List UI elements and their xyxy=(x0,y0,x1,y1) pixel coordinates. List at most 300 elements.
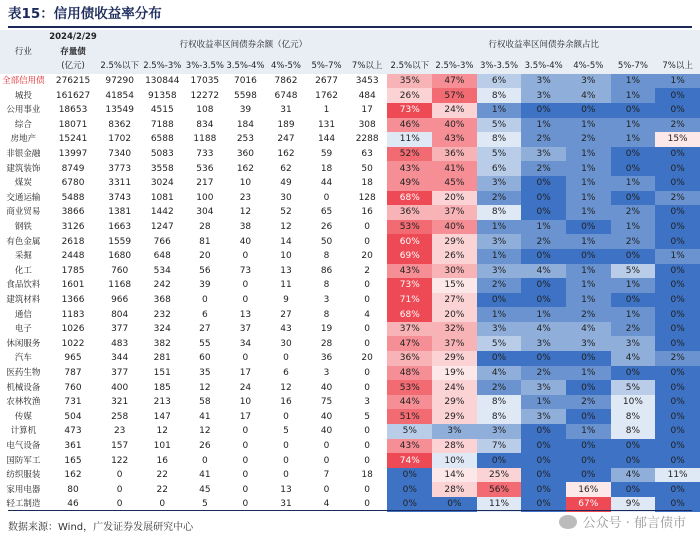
share-cell: 0% xyxy=(611,191,656,206)
share-cell: 0% xyxy=(655,336,700,351)
share-cell: 11% xyxy=(655,468,700,483)
share-cell: 1% xyxy=(521,395,566,410)
amount-cell: 13 xyxy=(280,484,292,495)
share-cell: 0% xyxy=(432,497,477,512)
share-cell: 3% xyxy=(477,264,522,279)
amount-cell: 144 xyxy=(317,134,336,145)
amount-cell: 6 xyxy=(283,367,289,378)
amount-cell: 0 xyxy=(242,280,249,291)
amount-cell: 1680 xyxy=(108,251,132,262)
amount-cell: 1762 xyxy=(315,90,338,101)
share-cell: 0% xyxy=(477,351,522,366)
share-cell: 29% xyxy=(432,395,477,410)
share-cell: 0% xyxy=(566,409,611,424)
amount-cell: 162 xyxy=(236,163,255,174)
amount-cell: 382 xyxy=(153,338,171,349)
share-cell: 0% xyxy=(521,439,566,454)
amount-cell: 22 xyxy=(156,484,168,495)
share-cell: 44% xyxy=(387,395,432,410)
amount-cell: 18 xyxy=(361,178,373,189)
amount-cell: 0 xyxy=(201,455,208,466)
share-cell: 1% xyxy=(566,278,611,293)
amount-cell: 91358 xyxy=(147,90,177,101)
unit-header: (亿元) xyxy=(47,59,100,74)
amount-cell: 59 xyxy=(320,149,333,160)
amount-cell: 36 xyxy=(320,353,333,364)
amount-bucket-header: 3%-3.5% xyxy=(185,59,226,74)
share-cell: 0% xyxy=(521,191,566,206)
share-cell: 3% xyxy=(521,88,566,103)
share-cell: 0% xyxy=(521,176,566,191)
share-cell: 14% xyxy=(432,468,477,483)
table-row xyxy=(0,191,700,206)
share-cell: 2% xyxy=(566,132,611,147)
share-cell: 27% xyxy=(432,293,477,308)
amount-cell: 3558 xyxy=(150,163,174,174)
amount-cell: 101 xyxy=(153,440,171,451)
amount-cell: 0 xyxy=(242,470,249,481)
amount-cell: 12 xyxy=(199,426,211,437)
table-row xyxy=(0,205,700,220)
table-row xyxy=(0,409,700,424)
table-row xyxy=(0,161,700,176)
share-cell: 3% xyxy=(432,424,477,439)
yield-distribution-table xyxy=(0,30,700,512)
share-cell: 32% xyxy=(432,322,477,337)
share-cell: 9% xyxy=(611,497,656,512)
share-cell: 48% xyxy=(387,366,432,381)
share-cell: 0% xyxy=(655,88,700,103)
amount-cell: 122 xyxy=(111,455,129,466)
amount-cell: 184 xyxy=(236,119,255,130)
share-cell: 0% xyxy=(655,366,700,381)
stock-total: 165 xyxy=(64,455,82,466)
amount-cell: 5 xyxy=(364,411,371,422)
amount-cell: 13 xyxy=(239,309,252,320)
table-row xyxy=(0,103,700,118)
share-cell: 0% xyxy=(566,468,611,483)
amount-cell: 1188 xyxy=(193,134,217,145)
amount-cell: 7862 xyxy=(274,76,298,87)
amount-cell: 232 xyxy=(153,309,171,320)
share-cell: 43% xyxy=(432,132,477,147)
amount-cell: 0 xyxy=(364,294,371,305)
share-cell: 1% xyxy=(566,264,611,279)
amount-cell: 0 xyxy=(201,294,208,305)
amount-cell: 12272 xyxy=(190,90,220,101)
amount-cell: 50 xyxy=(320,236,333,247)
amount-cell: 26 xyxy=(320,222,333,233)
amount-cell: 368 xyxy=(153,294,171,305)
stock-total: 1183 xyxy=(61,309,85,320)
amount-cell: 536 xyxy=(196,163,214,174)
amount-cell: 0 xyxy=(116,484,123,495)
stock-total: 6780 xyxy=(61,178,85,189)
amount-cell: 0 xyxy=(364,440,371,451)
amount-cell: 100 xyxy=(196,192,214,203)
share-cell: 8% xyxy=(477,88,522,103)
share-cell: 1% xyxy=(477,307,522,322)
industry-name: 综合 xyxy=(14,119,32,130)
amount-cell: 5 xyxy=(201,499,208,510)
amount-cell: 147 xyxy=(153,411,171,422)
amount-cell: 39 xyxy=(239,105,252,116)
share-cell: 36% xyxy=(387,351,432,366)
amount-cell: 23 xyxy=(239,192,252,203)
share-cell: 2% xyxy=(566,307,611,322)
industry-name: 农林牧渔 xyxy=(6,397,41,408)
stock-total: 731 xyxy=(64,397,82,408)
share-bucket-header: 5%-7% xyxy=(611,59,656,74)
amount-cell: 2677 xyxy=(315,76,338,87)
share-cell: 0% xyxy=(566,439,611,454)
amount-cell: 20 xyxy=(361,353,373,364)
share-cell: 68% xyxy=(387,191,432,206)
share-cell: 46% xyxy=(387,118,432,133)
share-cell: 5% xyxy=(611,264,656,279)
share-cell: 0% xyxy=(521,278,566,293)
amount-cell: 0 xyxy=(116,499,123,510)
share-cell: 49% xyxy=(387,176,432,191)
amount-cell: 17 xyxy=(239,367,252,378)
amount-cell: 804 xyxy=(111,309,129,320)
share-cell: 0% xyxy=(387,482,432,497)
share-bucket-header: 2.5%以下 xyxy=(387,59,432,74)
amount-cell: 0 xyxy=(364,382,371,393)
share-cell: 68% xyxy=(387,307,432,322)
share-cell: 3% xyxy=(521,336,566,351)
amount-cell: 2288 xyxy=(355,134,379,145)
table-row xyxy=(0,88,700,103)
share-cell: 26% xyxy=(432,249,477,264)
share-cell: 57% xyxy=(432,88,477,103)
table-row xyxy=(0,293,700,308)
share-cell: 1% xyxy=(655,249,700,264)
stock-total: 1785 xyxy=(61,265,85,276)
share-cell: 40% xyxy=(432,118,477,133)
share-cell: 0% xyxy=(521,424,566,439)
share-cell: 11% xyxy=(477,497,522,512)
share-cell: 3% xyxy=(566,74,611,89)
watermark xyxy=(559,512,686,531)
share-cell: 2% xyxy=(477,380,522,395)
share-cell: 0% xyxy=(477,293,522,308)
amount-cell: 1 xyxy=(323,105,330,116)
share-cell: 0% xyxy=(611,453,656,468)
share-cell: 1% xyxy=(611,278,656,293)
table-row xyxy=(0,453,700,468)
amount-cell: 10 xyxy=(239,397,252,408)
share-cell: 2% xyxy=(477,191,522,206)
share-cell: 1% xyxy=(611,220,656,235)
amount-cell: 400 xyxy=(111,382,129,393)
share-cell: 0% xyxy=(655,176,700,191)
amount-cell: 28 xyxy=(320,338,333,349)
amount-cell: 185 xyxy=(153,382,171,393)
amount-cell: 0 xyxy=(242,353,249,364)
amount-cell: 8362 xyxy=(108,119,132,130)
amount-cell: 12 xyxy=(280,382,292,393)
amount-cell: 0 xyxy=(364,280,371,291)
share-cell: 37% xyxy=(432,336,477,351)
amount-cell: 1663 xyxy=(108,222,132,233)
watermark-text: 公众号 · 郁言债市 xyxy=(582,516,686,531)
amount-cell: 0 xyxy=(364,426,371,437)
share-cell: 16% xyxy=(566,482,611,497)
share-cell: 73% xyxy=(387,103,432,118)
share-cell: 1% xyxy=(611,132,656,147)
share-cell: 24% xyxy=(432,103,477,118)
amount-cell: 17 xyxy=(239,411,252,422)
amount-cell: 0 xyxy=(323,484,330,495)
table-row xyxy=(0,118,700,133)
amount-cell: 63 xyxy=(361,149,373,160)
amount-cell: 5083 xyxy=(150,149,174,160)
share-cell: 15% xyxy=(655,132,700,147)
industry-name: 纺织服装 xyxy=(6,470,41,481)
table-row xyxy=(0,264,700,279)
amount-cell: 0 xyxy=(283,353,289,364)
share-cell: 3% xyxy=(477,424,522,439)
amount-cell: 20 xyxy=(199,251,211,262)
industry-name: 有色金属 xyxy=(6,236,41,247)
amount-bucket-header: 5%-7% xyxy=(306,59,347,74)
amount-cell: 44 xyxy=(320,178,333,189)
share-cell: 0% xyxy=(655,307,700,322)
share-cell: 2% xyxy=(566,395,611,410)
amount-cell: 73 xyxy=(239,265,252,276)
amount-cell: 360 xyxy=(236,149,255,160)
amount-cell: 9 xyxy=(283,294,289,305)
amount-cell: 7340 xyxy=(108,149,132,160)
share-cell: 0% xyxy=(655,453,700,468)
industry-name: 采掘 xyxy=(14,251,32,262)
amount-cell: 1702 xyxy=(108,134,132,145)
share-cell: 2% xyxy=(655,191,700,206)
stock-total: 5488 xyxy=(61,192,85,203)
share-cell: 0% xyxy=(655,409,700,424)
share-cell: 47% xyxy=(432,74,477,89)
share-cell: 26% xyxy=(387,88,432,103)
table-row xyxy=(0,380,700,395)
amount-cell: 1381 xyxy=(108,207,132,218)
share-cell: 3% xyxy=(477,322,522,337)
amount-cell: 377 xyxy=(111,324,129,335)
share-cell: 41% xyxy=(432,161,477,176)
stock-total: 361 xyxy=(64,440,82,451)
stock-total: 18071 xyxy=(58,119,88,130)
share-cell: 5% xyxy=(477,147,522,162)
amount-cell: 81 xyxy=(199,236,211,247)
industry-name: 汽车 xyxy=(14,353,32,364)
share-cell: 29% xyxy=(432,234,477,249)
share-cell: 0% xyxy=(521,293,566,308)
table-row xyxy=(0,468,700,483)
share-cell: 73% xyxy=(387,278,432,293)
share-cell: 0% xyxy=(387,468,432,483)
amount-cell: 0 xyxy=(283,455,289,466)
amount-cell: 23 xyxy=(113,426,126,437)
table-row xyxy=(0,395,700,410)
share-cell: 4% xyxy=(611,351,656,366)
amount-cell: 20 xyxy=(361,251,373,262)
amount-cell: 41 xyxy=(199,470,211,481)
amount-cell: 16 xyxy=(361,207,373,218)
amount-cell: 157 xyxy=(111,440,129,451)
amount-cell: 247 xyxy=(277,134,295,145)
amount-cell: 3024 xyxy=(150,178,174,189)
share-cell: 52% xyxy=(387,147,432,162)
amount-cell: 834 xyxy=(196,119,214,130)
industry-header: 行业 xyxy=(0,30,47,74)
industry-name: 食品饮料 xyxy=(6,280,41,291)
table-row xyxy=(0,366,700,381)
share-cell: 60% xyxy=(387,234,432,249)
amount-cell: 45 xyxy=(199,484,211,495)
amount-cell: 6588 xyxy=(150,134,174,145)
amount-cell: 37 xyxy=(239,324,252,335)
stock-total: 760 xyxy=(64,382,82,393)
amount-cell: 0 xyxy=(242,499,249,510)
share-cell: 10% xyxy=(611,395,656,410)
amount-cell: 7 xyxy=(323,470,330,481)
amount-cell: 344 xyxy=(111,353,129,364)
stock-total: 161627 xyxy=(55,90,91,101)
amount-cell: 2 xyxy=(364,265,371,276)
share-cell: 3% xyxy=(477,234,522,249)
stock-total: 1022 xyxy=(61,338,85,349)
share-cell: 5% xyxy=(477,336,522,351)
share-cell: 2% xyxy=(521,161,566,176)
share-cell: 2% xyxy=(611,322,656,337)
share-cell: 0% xyxy=(566,453,611,468)
share-cell: 0% xyxy=(655,497,700,512)
share-cell: 53% xyxy=(387,380,432,395)
wechat-icon xyxy=(559,515,577,529)
share-cell: 1% xyxy=(611,307,656,322)
share-cell: 1% xyxy=(611,74,656,89)
amount-cell: 35 xyxy=(199,367,211,378)
share-cell: 3% xyxy=(611,336,656,351)
amount-cell: 56 xyxy=(199,265,211,276)
share-cell: 0% xyxy=(655,205,700,220)
amount-cell: 321 xyxy=(111,397,129,408)
share-cell: 0% xyxy=(611,103,656,118)
share-cell: 1% xyxy=(477,103,522,118)
stock-total: 15241 xyxy=(58,134,88,145)
share-cell: 0% xyxy=(655,293,700,308)
share-cell: 8% xyxy=(477,205,522,220)
share-cell: 1% xyxy=(566,293,611,308)
table-row xyxy=(0,220,700,235)
amount-cell: 760 xyxy=(111,265,129,276)
share-cell: 6% xyxy=(477,161,522,176)
share-cell: 0% xyxy=(655,424,700,439)
share-cell: 51% xyxy=(387,409,432,424)
share-cell: 0% xyxy=(566,220,611,235)
amount-cell: 4 xyxy=(364,309,371,320)
header-row-1 xyxy=(0,30,700,45)
amount-cell: 483 xyxy=(111,338,129,349)
stock-total: 504 xyxy=(64,411,82,422)
share-cell: 0% xyxy=(521,205,566,220)
stock-total: 46 xyxy=(67,499,79,510)
industry-name: 家用电器 xyxy=(6,484,41,495)
share-cell: 10% xyxy=(432,453,477,468)
amount-cell: 242 xyxy=(153,280,171,291)
stock-total: 1026 xyxy=(61,324,85,335)
share-cell: 1% xyxy=(611,176,656,191)
amount-cell: 7016 xyxy=(233,76,257,87)
share-cell: 0% xyxy=(655,439,700,454)
amount-bucket-header: 4%-5% xyxy=(266,59,307,74)
share-cell: 40% xyxy=(432,220,477,235)
amount-cell: 213 xyxy=(153,397,171,408)
amount-cell: 4515 xyxy=(150,105,174,116)
share-cell: 1% xyxy=(521,118,566,133)
industry-name: 建筑装饰 xyxy=(6,163,41,174)
industry-name: 医药生物 xyxy=(6,367,41,378)
share-cell: 1% xyxy=(566,234,611,249)
amount-cell: 0 xyxy=(364,499,371,510)
share-cell: 0% xyxy=(655,161,700,176)
amount-cell: 55 xyxy=(199,338,211,349)
share-bucket-header: 4%-5% xyxy=(566,59,611,74)
amount-cell: 22 xyxy=(156,470,168,481)
amount-cell: 6 xyxy=(201,309,208,320)
stock-total: 13997 xyxy=(58,149,88,160)
share-cell: 1% xyxy=(521,220,566,235)
stock-total: 162 xyxy=(64,470,82,481)
share-cell: 1% xyxy=(566,424,611,439)
industry-name: 休闲服务 xyxy=(6,338,41,349)
share-cell: 29% xyxy=(432,409,477,424)
share-cell: 4% xyxy=(611,468,656,483)
share-cell: 0% xyxy=(566,380,611,395)
share-cell: 28% xyxy=(432,439,477,454)
amount-cell: 31 xyxy=(280,105,292,116)
share-cell: 1% xyxy=(477,220,522,235)
amount-cell: 1247 xyxy=(150,222,174,233)
amount-cell: 0 xyxy=(283,411,289,422)
share-cell: 0% xyxy=(521,482,566,497)
share-cell: 0% xyxy=(611,439,656,454)
share-cell: 8% xyxy=(477,132,522,147)
share-cell: 2% xyxy=(521,132,566,147)
share-cell: 2% xyxy=(477,278,522,293)
amount-cell: 0 xyxy=(364,484,371,495)
amount-cell: 1442 xyxy=(150,207,174,218)
share-cell: 1% xyxy=(566,176,611,191)
amount-cell: 39 xyxy=(199,280,211,291)
share-cell: 3% xyxy=(566,336,611,351)
share-cell: 2% xyxy=(611,234,656,249)
amount-cell: 38 xyxy=(239,222,252,233)
amount-cell: 1559 xyxy=(108,236,132,247)
amount-cell: 62 xyxy=(280,163,292,174)
share-cell: 56% xyxy=(477,482,522,497)
table-row xyxy=(0,249,700,264)
amount-cell: 17 xyxy=(361,105,373,116)
amount-cell: 1168 xyxy=(108,280,132,291)
share-cell: 36% xyxy=(387,205,432,220)
amount-cell: 97290 xyxy=(105,76,134,87)
amount-cell: 16 xyxy=(156,455,168,466)
amount-cell: 966 xyxy=(111,294,129,305)
amount-cell: 189 xyxy=(277,119,295,130)
amount-cell: 12 xyxy=(156,426,168,437)
amount-cell: 3 xyxy=(364,397,371,408)
